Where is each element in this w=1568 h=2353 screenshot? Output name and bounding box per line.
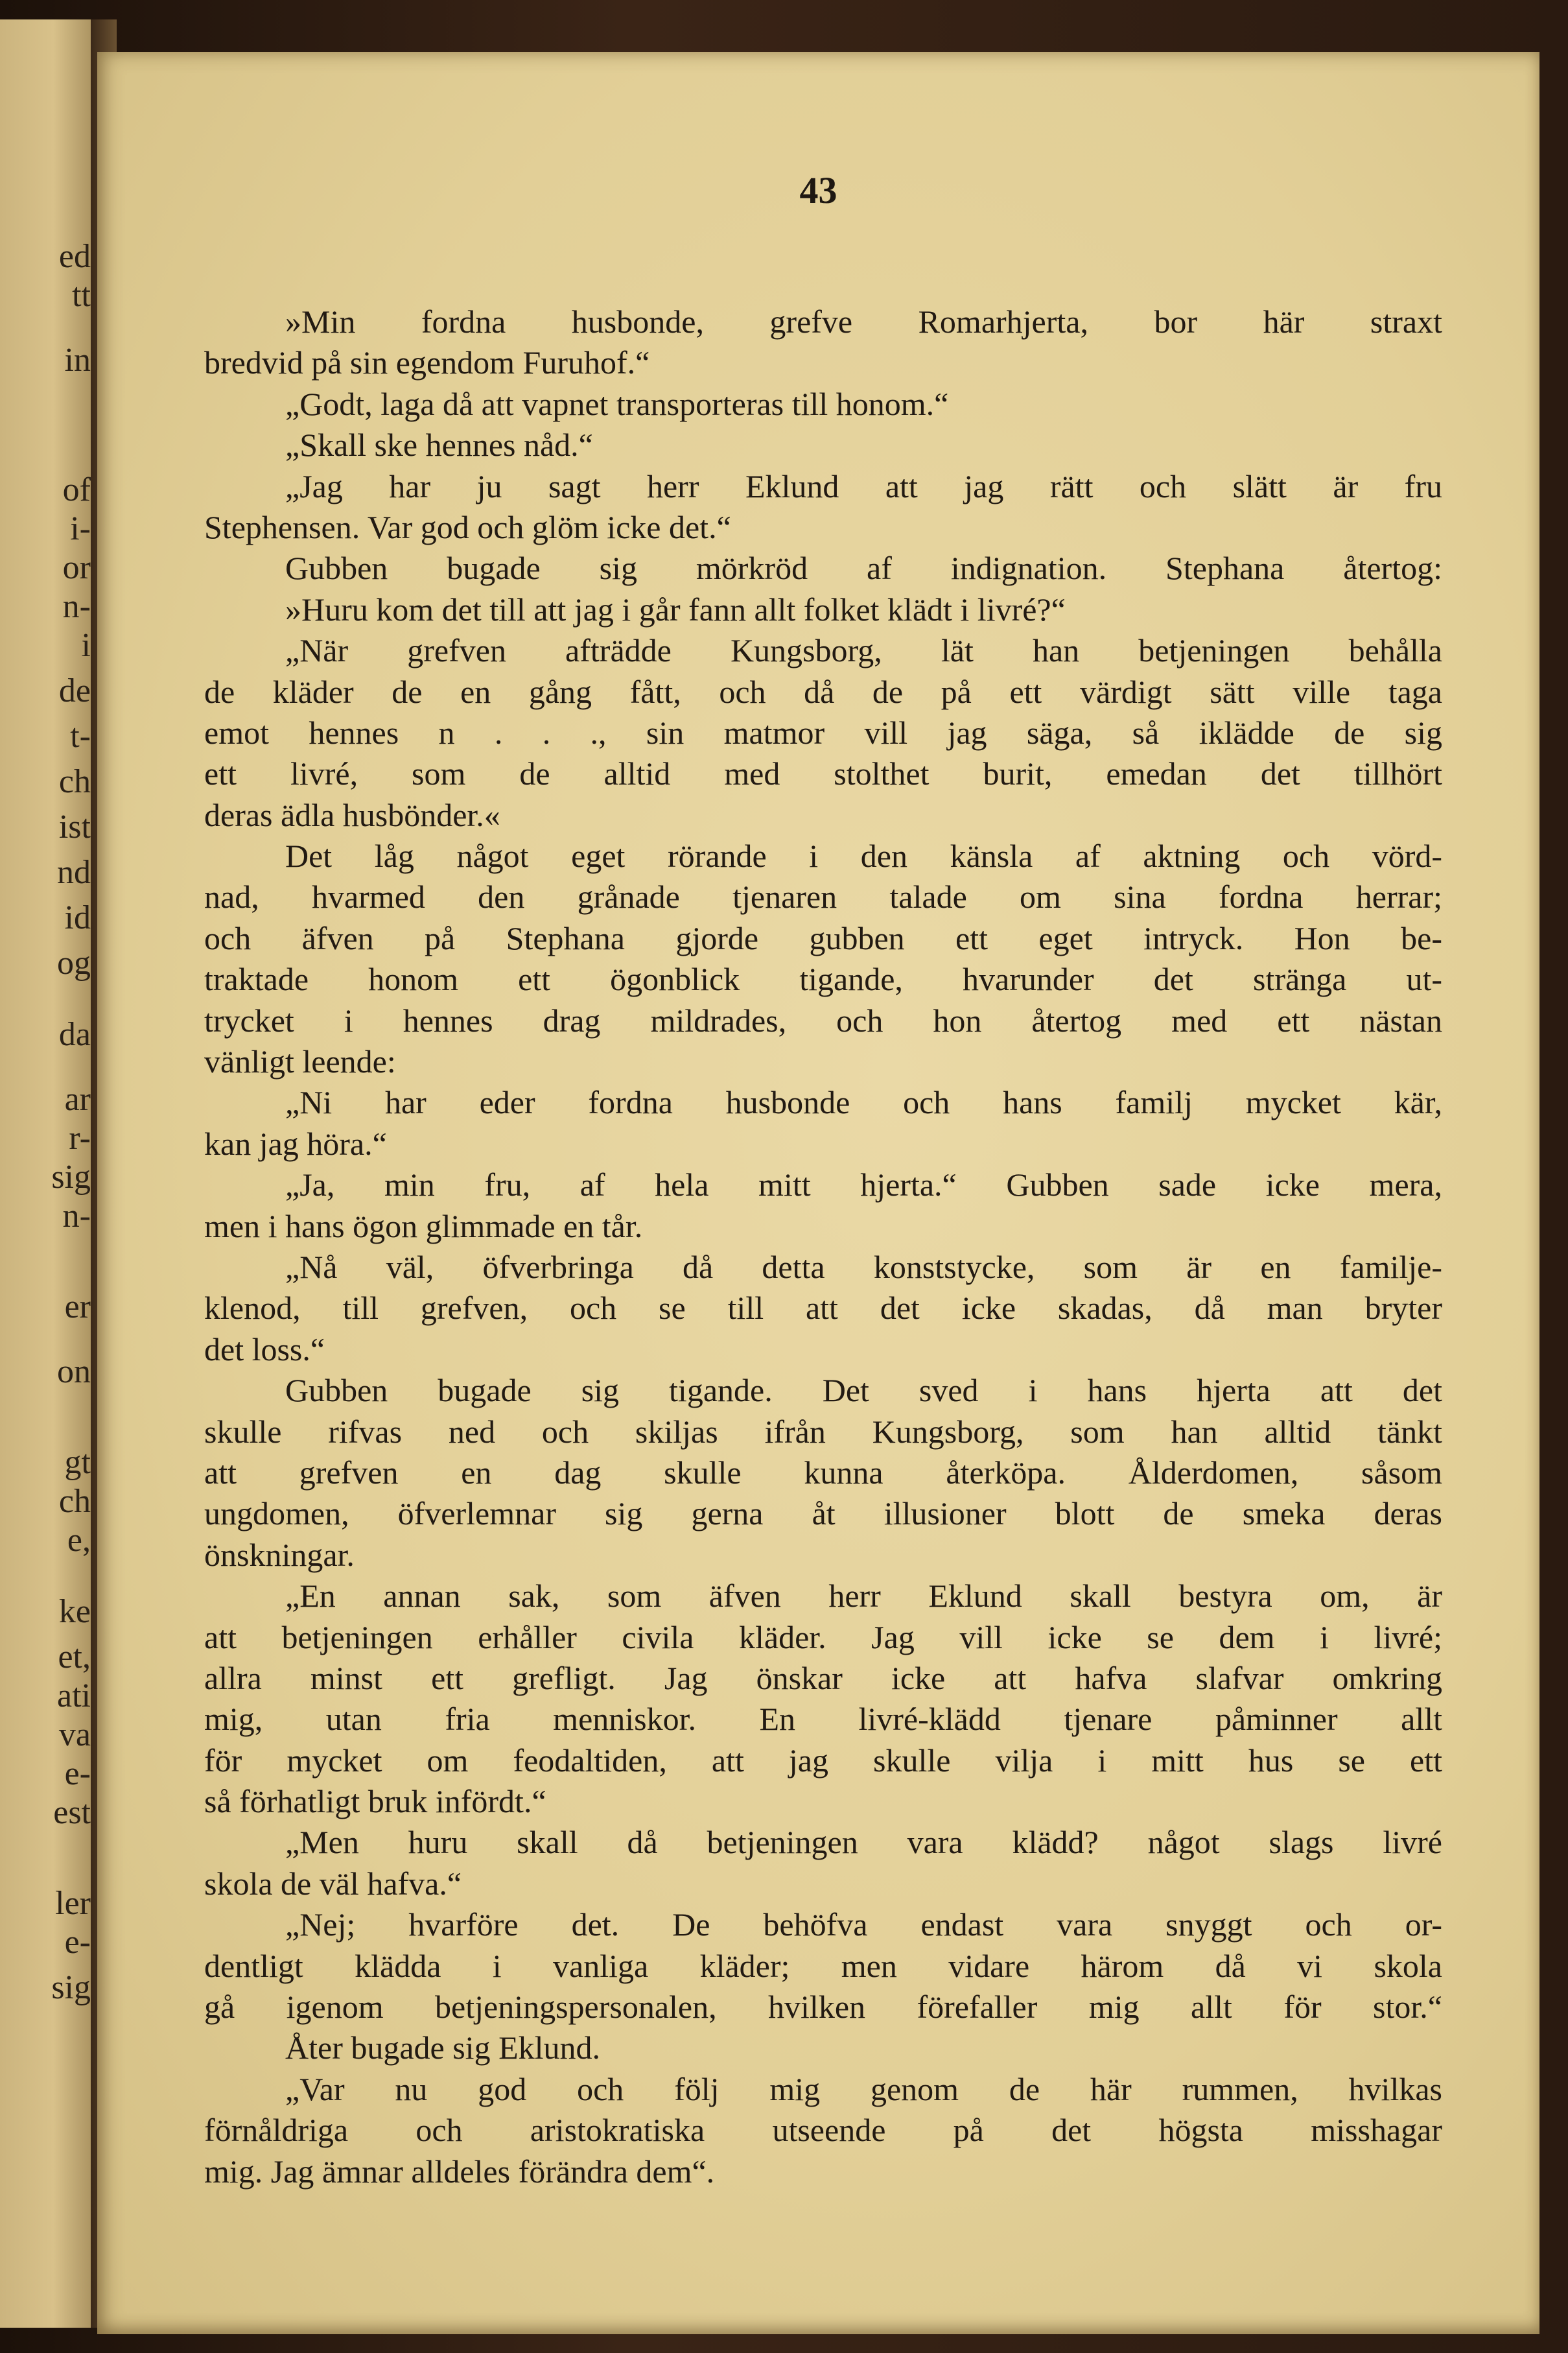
text-line: ett livré, som de alltid med stolthet burit, emedan det tillhört xyxy=(204,755,1442,792)
text-line: „Jag har ju sagt herr Eklund att jag rätt och slätt är fru xyxy=(285,467,1442,504)
left-page-text-fragment: i xyxy=(81,627,91,664)
text-line: för mycket om feodaltiden, att jag skulle vilja i mitt hus se ett xyxy=(204,1742,1442,1779)
text-line: men i hans ögon glimmade en tår. xyxy=(204,1207,643,1244)
left-page-text-fragment: on xyxy=(57,1353,91,1390)
left-page-text-fragment: of xyxy=(62,471,91,508)
left-page-text-fragment: r- xyxy=(69,1120,91,1157)
text-line: mig, utan fria menniskor. En livré-klädd tjenare påminner allt xyxy=(204,1701,1442,1738)
text-line: Gubben bugade sig mörkröd af indignation. Stephana återtog: xyxy=(285,550,1442,587)
left-page-text-fragment: gt xyxy=(64,1444,91,1481)
left-page-text-fragment: da xyxy=(58,1016,91,1053)
text-line: förnåldriga och aristokratiska utseende på det högsta misshagar xyxy=(204,2112,1442,2149)
text-line: kan jag höra.“ xyxy=(204,1125,387,1162)
text-line: vänligt leende: xyxy=(204,1043,396,1080)
text-line: att betjeningen erhåller civila kläder. Jag vill icke se dem i livré; xyxy=(204,1618,1442,1655)
text-line: »Huru kom det till att jag i går fann allt folket klädt i livré?“ xyxy=(285,591,1066,628)
text-line: „Nå väl, öfverbringa då detta konststycke, som är en familje- xyxy=(285,1248,1442,1285)
text-line: skulle rifvas ned och skiljas ifrån Kungsborg, som han alltid tänkt xyxy=(204,1413,1442,1450)
left-page-text-fragment: sig xyxy=(51,1159,91,1196)
text-line: emot hennes n . . ., sin matmor vill jag säga, så iklädde de sig xyxy=(204,714,1442,751)
left-page-text-fragment: i- xyxy=(70,510,91,547)
text-line: „Var nu god och följ mig genom de här rummen, hvilkas xyxy=(285,2070,1442,2107)
text-line: trycket i hennes drag mildrades, och hon återtog med ett nästan xyxy=(204,1002,1442,1039)
text-line: allra minst ett grefligt. Jag önskar icke att hafva slafvar omkring xyxy=(204,1659,1442,1696)
left-page-text-fragment: og xyxy=(57,945,91,982)
text-line: Stephensen. Var god och glöm icke det.“ xyxy=(204,508,731,545)
left-facing-page xyxy=(0,19,100,2328)
left-page-text-fragment: n- xyxy=(62,588,91,625)
text-line: „En annan sak, som äfven herr Eklund skall bestyra om, är xyxy=(285,1578,1442,1614)
text-line: skola de väl hafva.“ xyxy=(204,1865,462,1902)
text-line: så förhatligt bruk infördt.“ xyxy=(204,1783,546,1820)
left-page-text-fragment: sig xyxy=(51,1969,91,2006)
left-page-text-fragment: n- xyxy=(62,1198,91,1235)
left-page-text-fragment: e- xyxy=(64,1755,91,1792)
text-line: „Nej; hvarföre det. De behöfva endast vara snyggt och or- xyxy=(285,1906,1442,1943)
text-line: dentligt klädda i vanliga kläder; men vidare härom då vi skola xyxy=(204,1947,1442,1984)
left-page-text-fragment: er xyxy=(64,1288,91,1325)
left-page-text-fragment: or xyxy=(62,549,91,586)
text-line: traktade honom ett ögonblick tigande, hvarunder det stränga ut- xyxy=(204,961,1442,998)
left-page-text-fragment: ed xyxy=(58,238,91,275)
book-page xyxy=(97,52,1539,2334)
text-line: „När grefven afträdde Kungsborg, lät han betjeningen behålla xyxy=(285,632,1442,669)
text-line: „Ja, min fru, af hela mitt hjerta.“ Gubben sade icke mera, xyxy=(285,1166,1442,1203)
text-line: mig. Jag ämnar alldeles förändra dem“. xyxy=(204,2153,715,2190)
left-page-text-fragment: t- xyxy=(70,718,91,755)
left-page-text-fragment: ler xyxy=(55,1885,91,1922)
text-line: deras ädla husbönder.« xyxy=(204,796,500,833)
text-line: och äfven på Stephana gjorde gubben ett eget intryck. Hon be- xyxy=(204,919,1442,956)
text-line: önskningar. xyxy=(204,1536,355,1573)
left-page-text-fragment: id xyxy=(64,899,91,936)
left-page-text-fragment: et, xyxy=(58,1638,91,1675)
left-page-text-fragment: tt xyxy=(72,277,91,314)
text-line: „Ni har eder fordna husbonde och hans familj mycket kär, xyxy=(285,1084,1442,1121)
text-line: Åter bugade sig Eklund. xyxy=(285,2029,601,2066)
left-page-text-fragment: va xyxy=(58,1716,91,1753)
left-page-text-fragment: ch xyxy=(58,1483,91,1520)
left-page-text-fragment: de xyxy=(58,672,91,709)
left-page-text-fragment: est xyxy=(53,1794,91,1831)
page-body-text xyxy=(204,302,1442,2192)
text-line: ungdomen, öfverlemnar sig gerna åt illusioner blott de smeka deras xyxy=(204,1495,1442,1532)
left-page-text-fragment: nd xyxy=(57,854,91,891)
text-line: „Godt, laga då att vapnet transporteras till honom.“ xyxy=(285,385,949,422)
left-page-text-fragment: ist xyxy=(58,809,91,845)
text-line: de kläder de en gång fått, och då de på ett värdigt sätt ville taga xyxy=(204,673,1442,710)
left-page-text-fragment: in xyxy=(64,342,91,379)
text-line: klenod, till grefven, och se till att det icke skadas, då man bryter xyxy=(204,1290,1442,1327)
text-line: Gubben bugade sig tigande. Det sved i hans hjerta att det xyxy=(285,1372,1442,1409)
left-page-text-fragment: ke xyxy=(58,1593,91,1630)
page-number: 43 xyxy=(799,169,837,211)
text-line: »Min fordna husbonde, grefve Romarhjerta, bor här straxt xyxy=(285,303,1442,340)
left-page-text-fragment: e- xyxy=(64,1924,91,1961)
text-line: bredvid på sin egendom Furuhof.“ xyxy=(204,344,650,381)
text-line: „Skall ske hennes nåd.“ xyxy=(285,427,593,464)
left-page-text-fragment: ch xyxy=(58,763,91,800)
text-line: nad, hvarmed den grånade tjenaren talade om sina fordna herrar; xyxy=(204,879,1442,916)
text-line: att grefven en dag skulle kunna återköpa. Ålderdomen, såsom xyxy=(204,1454,1442,1491)
text-line: gå igenom betjeningspersonalen, hvilken förefaller mig allt för stor.“ xyxy=(204,1989,1442,2026)
left-page-text-fragment: ati xyxy=(57,1677,91,1714)
text-line: Det låg något eget rörande i den känsla af aktning och vörd- xyxy=(285,838,1442,875)
text-line: „Men huru skall då betjeningen vara klädd? något slags livré xyxy=(285,1824,1442,1861)
left-page-text-fragment: ar xyxy=(64,1081,91,1118)
left-page-text-fragment: e, xyxy=(67,1522,91,1559)
text-line: det loss.“ xyxy=(204,1330,325,1367)
